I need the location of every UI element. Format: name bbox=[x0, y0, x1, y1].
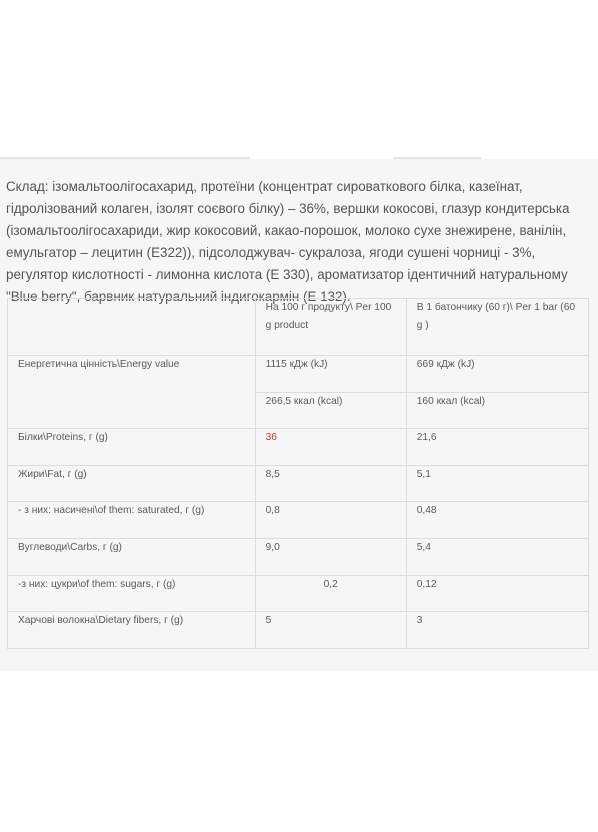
row-perbar: 5,4 bbox=[406, 538, 588, 575]
row-perbar: 3 bbox=[406, 612, 588, 649]
row-perbar: 0,12 bbox=[406, 575, 588, 612]
energy-per100-kcal: 266,5 ккал (kcal) bbox=[255, 392, 406, 429]
row-per100: 0,8 bbox=[255, 502, 406, 539]
header-perbar-cell: В 1 батончику (60 г)\ Per 1 bar (60 g ) bbox=[406, 299, 588, 356]
row-label: - з них: насичені\of them: saturated, г (g) bbox=[8, 502, 256, 539]
row-label: Білки\Proteins, г (g) bbox=[8, 429, 256, 466]
row-per100: 5 bbox=[255, 612, 406, 649]
energy-label-cell: Енергетична цінність\Energy value bbox=[8, 356, 256, 429]
table-row bbox=[8, 612, 589, 649]
row-per100: 9,0 bbox=[255, 538, 406, 575]
row-per100: 8,5 bbox=[255, 465, 406, 502]
table-row-energy-kj bbox=[8, 356, 589, 393]
row-label: Харчові волокна\Dietary fibers, г (g) bbox=[8, 612, 256, 649]
composition-text: Склад: ізомальтоолігосахарид, протеїни (концентрат сироваткового білка, казеїнат, гідролізований колаген, ізолят соєвого білку) – 36%, вершки кокосові, глазур кондитерська (ізомальтоолігосахариди, жир кокосовий, какао-порошок, молоко сухе знежирене, ванілін, емульгатор – лецитин (Е322)), підсолоджувач- сукралоза, ягоди сушені чорниці - 3%, регулятор кислотності - лимонна кислота (Е 330), ароматизатор ідентичний натуральному "Blue berry", барвник натуральний індигокармін (Е 132). bbox=[6, 179, 570, 304]
row-perbar: 0,48 bbox=[406, 502, 588, 539]
table-header-row bbox=[8, 299, 589, 356]
row-perbar: 5,1 bbox=[406, 465, 588, 502]
table-row bbox=[8, 538, 589, 575]
row-label: Вуглеводи\Carbs, г (g) bbox=[8, 538, 256, 575]
header-per100-cell: На 100 г продукту\ Per 100 g product bbox=[255, 299, 406, 356]
energy-perbar-kcal: 160 ккал (kcal) bbox=[406, 392, 588, 429]
table-row bbox=[8, 429, 589, 466]
row-per100: 0,2 bbox=[255, 575, 406, 612]
nutrition-table bbox=[7, 298, 589, 649]
energy-per100-kj: 1115 кДж (kJ) bbox=[255, 356, 406, 393]
row-perbar: 21,6 bbox=[406, 429, 588, 466]
table-row bbox=[8, 502, 589, 539]
row-label: -з них: цукри\of them: sugars, г (g) bbox=[8, 575, 256, 612]
row-label: Жири\Fat, г (g) bbox=[8, 465, 256, 502]
table-row bbox=[8, 465, 589, 502]
energy-perbar-kj: 669 кДж (kJ) bbox=[406, 356, 588, 393]
header-label-cell bbox=[8, 299, 256, 356]
row-per100: 36 bbox=[255, 429, 406, 466]
table-row bbox=[8, 575, 589, 612]
